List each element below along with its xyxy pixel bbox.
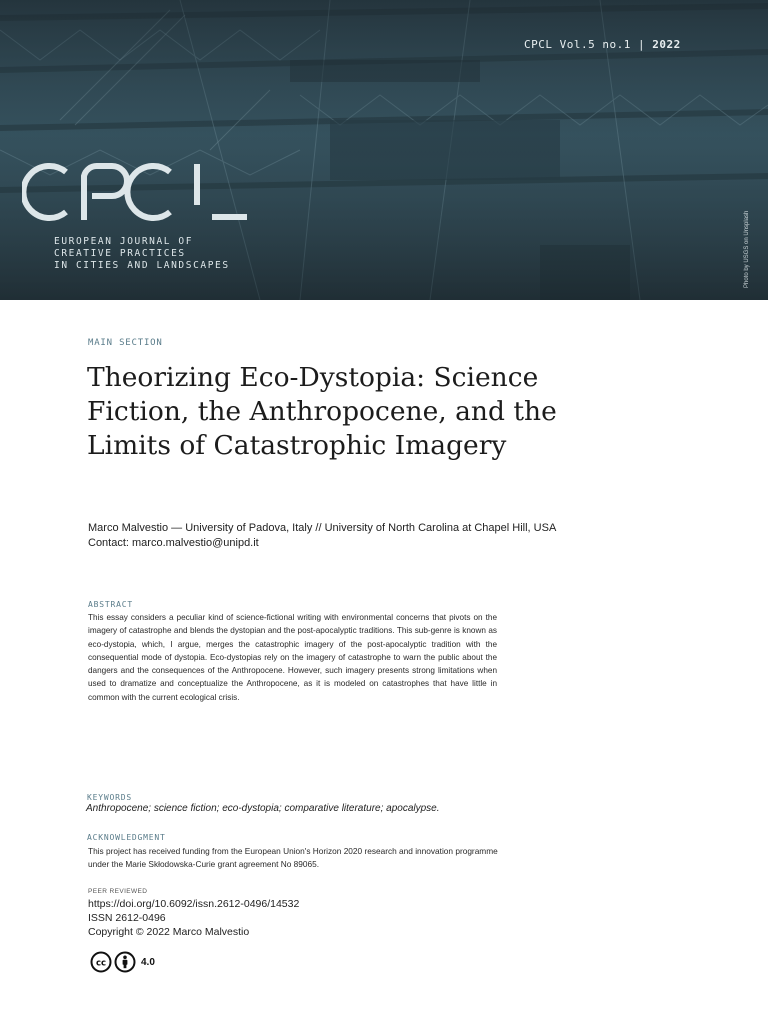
peer-reviewed-label: PEER REVIEWED bbox=[88, 888, 148, 895]
article-title: Theorizing Eco-Dystopia: Science Fiction, the Anthropocene, and the Limits of Catastrophic Imagery bbox=[87, 362, 557, 461]
svg-text:cc: cc bbox=[95, 958, 107, 969]
author-line bbox=[88, 521, 556, 535]
journal-line: EUROPEAN JOURNAL OF bbox=[54, 236, 194, 247]
attribution-icon bbox=[114, 951, 136, 973]
copyright: Copyright © 2022 Marco Malvestio bbox=[88, 926, 250, 938]
acknowledgment-heading: ACKNOWLEDGMENT bbox=[87, 833, 166, 842]
doi-link[interactable]: https://doi.org/10.6092/issn.2612-0496/14532 bbox=[88, 898, 300, 910]
issue-year: 2022 bbox=[652, 38, 681, 51]
abstract-text: This essay considers a peculiar kind of science-fictional writing with environmental concerns that pivots on the imagery of catastrophe and blends the dystopian and the post-apocalyptic traditions. This sub-genre is known as eco-dystopia, which, I argue, merges the catastrophic imagery of the post-apocalyptic tradition with the consequential mode of dystopia. Eco-dystopias rely on the imagery of catastrophe to warn the public about the dangers and the consequences of the Anthropocene. However, such imagery presents strong limitations when used to dramatize and conceptualize the Anthropocene, as it is modeled on catastrophes that have little in common with the current ecological crisis. bbox=[88, 613, 497, 702]
issn: ISSN 2612-0496 bbox=[88, 912, 166, 924]
creative-commons-icon bbox=[90, 951, 112, 973]
journal-line: CREATIVE PRACTICES bbox=[54, 248, 186, 259]
photo-credit: Photo by USGS on Unsplash bbox=[744, 210, 750, 288]
acknowledgment-text: This project has received funding from the European Union's Horizon 2020 research and innovation programme under the Marie Skłodowska-Curie grant agreement No 89065. bbox=[88, 846, 498, 870]
keywords-heading: KEYWORDS bbox=[87, 793, 132, 802]
keywords-text: Anthropocene; science fiction; eco-dystopia; comparative literature; apocalypse. bbox=[86, 803, 440, 814]
author-affiliation: — University of Padova, Italy // University of North Carolina at Chapel Hill, USA bbox=[168, 522, 557, 534]
license-version: 4.0 bbox=[141, 956, 155, 968]
abstract-heading: ABSTRACT bbox=[88, 600, 133, 609]
logo-text: CPCL bbox=[22, 160, 25, 161]
journal-line: IN CITIES AND LANDSCAPES bbox=[54, 260, 230, 271]
issue-label: CPCL Vol.5 no.1 | bbox=[524, 38, 653, 51]
cc-license-badge[interactable] bbox=[90, 951, 155, 973]
author-contact[interactable]: Contact: marco.malvestio@unipd.it bbox=[88, 537, 259, 549]
issue-info bbox=[524, 38, 681, 51]
author-name: Marco Malvestio bbox=[88, 522, 169, 534]
cover-banner bbox=[0, 0, 768, 300]
journal-name bbox=[54, 236, 230, 272]
section-label: MAIN SECTION bbox=[88, 338, 163, 348]
cpcl-logo bbox=[22, 160, 252, 224]
